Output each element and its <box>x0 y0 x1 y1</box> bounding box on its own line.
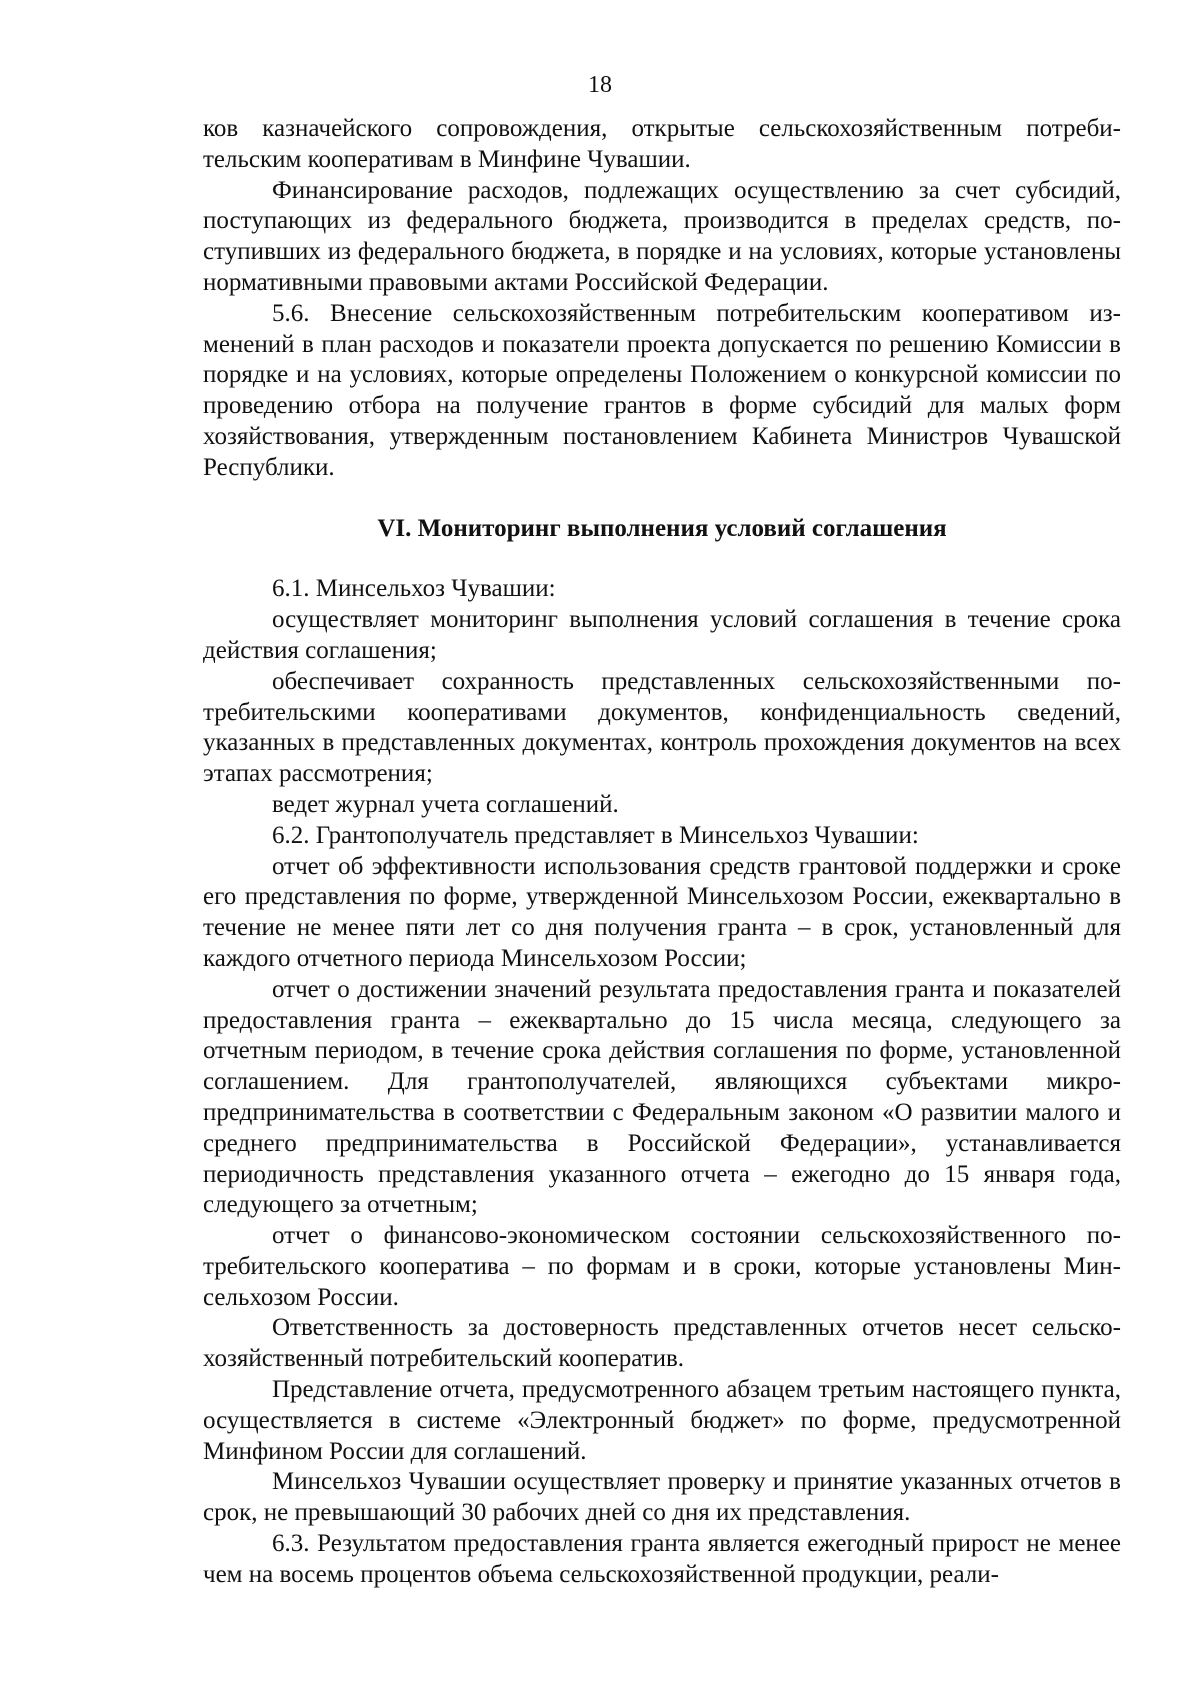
paragraph: Финансирование расходов, подлежащих осуществлению за счет субсидий, поступающих из федерального бюджета, производится в пределах средств, поступивших из федерального бюджета, в порядке и на условиях, которые установлены нормативными правовыми актами Российской Федерации. <box>203 176 1121 296</box>
paragraph: Ответственность за достоверность представленных отчетов несет сельскохозяйственный потребительский кооператив. <box>203 1314 1121 1373</box>
section-heading: VI. Мониторинг выполнения условий соглашения <box>377 514 947 542</box>
paragraph: ведет журнал учета соглашений. <box>272 790 619 818</box>
paragraph: Представление отчета, предусмотренного абзацем третьим настоящего пункта, осуществляется в системе «Электронный бюджет» по форме, предусмотренной Минфином России для соглашений. <box>203 1376 1121 1465</box>
paragraph: отчет об эффективности использования средств грантовой поддержки и сроке его представления по форме, утвержденной Минсельхозом России, ежеквартально в течение не менее пяти лет со дня получения гранта – в срок, установленный для каждого отчетного периода Минсельхозом России; <box>203 852 1121 972</box>
paragraph: 5.6. Внесение сельскохозяйственным потребительским кооперативом изменений в план расходов и показатели проекта допускается по решению Комиссии в порядке и на условиях, которые определены Положением о конкурсной комиссии по проведению отбора на получение грантов в форме субсидий для малых форм хозяйствования, утвержденным постановлением Кабинета Министров Чувашской Республики. <box>203 299 1121 481</box>
paragraph: 6.2. Грантополучатель представляет в Минсельхоз Чувашии: <box>272 821 919 849</box>
paragraph: осуществляет мониторинг выполнения условий соглашения в течение срока действия соглашения; <box>203 606 1121 664</box>
paragraph: обеспечивает сохранность представленных сельскохозяйственными потребительскими кооперативами документов, конфиденциальность сведений, указанных в представленных документах, контроль прохождения документов на всех этапах рассмотрения; <box>203 667 1121 788</box>
paragraph: 6.1. Минсельхоз Чувашии: <box>272 575 556 603</box>
page-number: 18 <box>588 72 612 98</box>
paragraph: Минсельхоз Чувашии осуществляет проверку и принятие указанных отчетов в срок, не превышающий 30 рабочих дней со дня их представления. <box>203 1468 1121 1527</box>
paragraph: ков казначейского сопровождения, открытые сельскохозяйственным потребительским кооперативам в Минфине Чувашии. <box>203 115 1121 173</box>
paragraph: отчет о достижении значений результата предоставления гранта и показателей предоставления гранта – ежеквартально до 15 числа месяца, следующего за отчетным периодом, в течение срока действия соглашения по форме, установленной соглашением. Для грантополучателей, являющихся субъектами микропредпринимательства в соответствии с Федеральным законом «О развитии малого и среднего предпринимательства в Российской Федерации», устанавливается периодичность представления указанного отчета – ежегодно до 15 января года, следующего за отчетным; <box>203 975 1121 1219</box>
paragraph: отчет о финансово-экономическом состоянии сельскохозяйственного потребительского кооператива – по формам и в сроки, которые установлены Минсельхозом России. <box>203 1222 1121 1311</box>
document-body <box>203 114 1121 1591</box>
paragraph: 6.3. Результатом предоставления гранта является ежегодный прирост не менее чем на восемь процентов объема сельскохозяйственной продукции, реали- <box>203 1530 1121 1588</box>
